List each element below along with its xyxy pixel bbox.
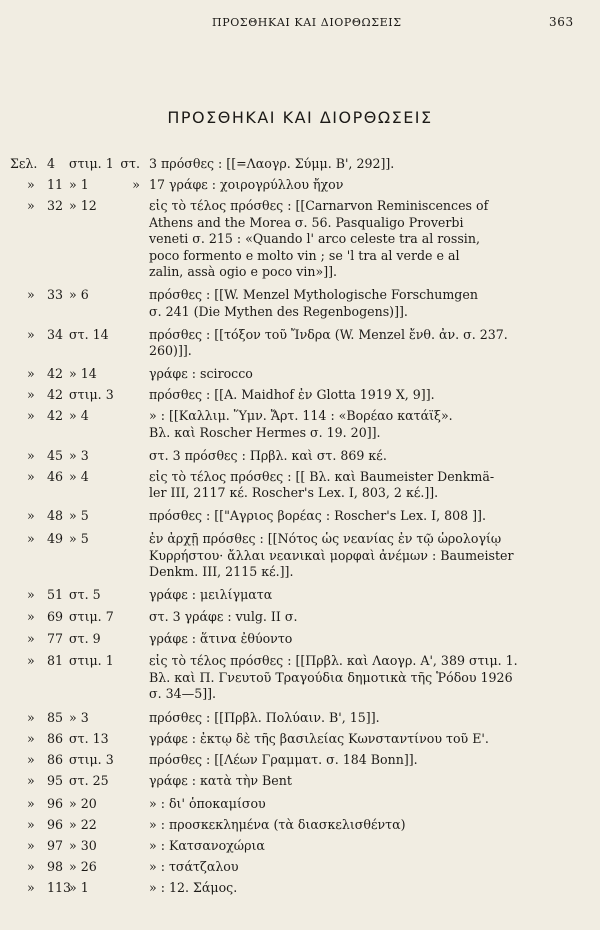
entry-reference: [22, 198, 140, 215]
entry-line: ἐν ἀρχῇ πρόσθες : [[Νότος ὡς νεανίας ἐν τῷ ὡρολογίῳ: [149, 531, 502, 546]
correction-entry: [0, 731, 600, 748]
correction-entry: [0, 838, 600, 855]
entry-reference: [22, 880, 140, 897]
entry-line: στ. 3 πρόσθες : Πρβλ. καὶ στ. 869 κέ.: [149, 447, 387, 463]
entry-line: πρόσθες : [[τόξον τοῦ Ἴνδρα (W. Menzel ἔνθ. ἀν. σ. 237.: [149, 326, 508, 342]
entry-line: γράφε : scirocco: [149, 366, 253, 381]
ref-line: » 3: [69, 447, 89, 463]
ref-page: 46: [47, 468, 64, 484]
section-title: ΠΡΟΣΘΗΚΑΙ ΚΑΙ ΔΙΟΡΘΩΣΕΙΣ: [167, 107, 433, 127]
entry-line: Denkm. III, 2115 κέ.]].: [149, 564, 294, 579]
entry-text: [149, 469, 557, 502]
ref-page-marker: »: [27, 710, 35, 725]
correction-entry: [0, 327, 600, 360]
entry-line: 17 γράφε : χοιρογρύλλου ἤχον: [149, 177, 344, 192]
ref-page-marker: »: [27, 880, 35, 895]
correction-entry: [0, 408, 600, 441]
entry-reference: [22, 327, 140, 344]
ref-page-marker: »: [27, 587, 35, 602]
ref-page: 42: [47, 387, 64, 402]
ref-line: » 5: [69, 531, 89, 546]
entry-reference: [22, 731, 140, 748]
entry-text: [149, 177, 557, 194]
corrections-list: [0, 156, 600, 897]
ref-page-marker: »: [27, 468, 35, 484]
entry-reference: [22, 408, 140, 425]
ref-page: 95: [47, 773, 64, 788]
ref-line: στιμ. 3: [69, 752, 114, 767]
correction-entry: [0, 631, 600, 648]
ref-page: 34: [47, 326, 64, 342]
entry-reference: [22, 531, 140, 548]
ref-page: 11: [47, 177, 64, 192]
entry-text: [149, 609, 557, 626]
ref-line: » 12: [69, 198, 97, 213]
entry-line: veneti σ. 215 : «Quando l' arco celeste tra al rossin,: [149, 231, 480, 246]
ref-column: στ.: [120, 156, 140, 171]
ref-page-marker: »: [27, 752, 35, 767]
correction-entry: [0, 796, 600, 813]
entry-text: [149, 710, 557, 727]
ref-page-marker: »: [27, 508, 35, 523]
correction-entry: [0, 710, 600, 727]
entry-line: γράφε : μειλίγματα: [149, 587, 273, 602]
correction-entry: [0, 469, 600, 502]
entry-reference: [22, 177, 140, 194]
ref-line: στ. 25: [69, 773, 109, 788]
ref-page: 97: [47, 838, 64, 853]
entry-line: 3 πρόσθες : [[=Λαογρ. Σύμμ. Β', 292]].: [149, 156, 395, 171]
entry-line: Athens and the Morea σ. 56. Pasqualigo Proverbi: [149, 214, 464, 230]
ref-page-marker: »: [27, 198, 35, 213]
correction-entry: [0, 387, 600, 404]
ref-page-marker: »: [27, 653, 35, 668]
ref-line: » 26: [69, 859, 97, 874]
entry-text: [149, 859, 557, 876]
ref-page: 98: [47, 859, 64, 874]
entry-line: πρόσθες : [[Πρβλ. Πολύαιν. Β', 15]].: [149, 710, 380, 725]
ref-page: 85: [47, 710, 64, 725]
entry-line: Βλ. καὶ Π. Γνευτοῦ Τραγούδια δημοτικὰ τῆς Ῥόδου 1926: [149, 669, 513, 685]
correction-entry: [0, 773, 600, 790]
correction-entry: [0, 653, 600, 703]
correction-entry: [0, 366, 600, 383]
entry-reference: [22, 859, 140, 876]
ref-line: » 30: [69, 838, 97, 853]
ref-line: » 20: [69, 796, 97, 811]
entry-text: [149, 387, 557, 404]
ref-line: » 3: [69, 710, 89, 725]
entry-text: [149, 773, 557, 790]
entry-text: [149, 408, 557, 441]
entry-line: εἰς τὸ τέλος πρόσθες : [[Πρβλ. καὶ Λαογρ. Α', 389 στιμ. 1.: [149, 653, 518, 668]
entry-line: ler III, 2117 κέ. Roscher's Lex. I, 803, 2 κέ.]].: [149, 485, 439, 500]
ref-line: » 5: [69, 508, 89, 523]
correction-entry: [0, 609, 600, 626]
ref-page: 96: [47, 796, 64, 811]
entry-text: [149, 631, 557, 648]
entry-reference: [22, 508, 140, 525]
ref-page-marker: »: [27, 817, 35, 832]
entry-text: [149, 796, 557, 813]
ref-page-marker: »: [27, 773, 35, 788]
entry-line: σ. 34—5]].: [149, 686, 217, 701]
ref-page: 81: [47, 653, 64, 668]
entry-text: [149, 198, 557, 281]
ref-page: 49: [47, 531, 64, 546]
correction-entry: [0, 817, 600, 834]
entry-text: [149, 156, 557, 173]
entry-text: [149, 653, 557, 703]
ref-page-marker: »: [27, 326, 35, 342]
ref-page-marker: »: [27, 366, 35, 381]
ref-page-marker: »: [27, 447, 35, 463]
ref-page: 42: [47, 366, 64, 381]
entry-reference: [22, 609, 140, 626]
entry-text: [149, 287, 557, 320]
entry-text: [149, 880, 557, 897]
ref-line: στ. 9: [69, 631, 101, 646]
entry-line: γράφε : ἅτινα ἐθύοντο: [149, 631, 293, 646]
entry-reference: [10, 156, 140, 173]
entry-line: πρόσθες : [[A. Maidhof ἐν Glotta 1919 X, 9]].: [149, 387, 435, 402]
entry-line: 260)]].: [149, 343, 192, 358]
ref-line: » 1: [69, 880, 89, 895]
entry-line: πρόσθες : [[W. Menzel Mythologische Forschumgen: [149, 287, 478, 302]
ref-page-marker: »: [27, 408, 35, 423]
ref-line: στιμ. 3: [69, 387, 114, 402]
entry-line: poco formento e molto vin ; se 'l tra al verde e al: [149, 247, 460, 263]
correction-entry: [0, 880, 600, 897]
correction-entry: [0, 287, 600, 320]
ref-page-marker: »: [27, 531, 35, 546]
running-head: [0, 12, 600, 32]
entry-line: zalin, assà ogio e poco vin»]].: [149, 264, 338, 279]
ref-page: 4: [47, 156, 56, 171]
entry-reference: [22, 838, 140, 855]
page-number: 363: [549, 15, 574, 29]
ref-page-marker: »: [27, 631, 35, 646]
running-title: ΠΡΟΣΘΗΚΑΙ ΚΑΙ ΔΙΟΡΘΩΣΕΙΣ: [212, 16, 402, 29]
entry-text: [149, 366, 557, 383]
entry-line: Βλ. καὶ Roscher Hermes σ. 19. 20]].: [149, 424, 381, 440]
entry-line: στ. 3 γράφε : vulg. II σ.: [149, 609, 298, 624]
entry-text: [149, 752, 557, 769]
ref-line: στ. 5: [69, 587, 101, 602]
entry-reference: [22, 752, 140, 769]
entry-reference: [22, 773, 140, 790]
ref-page: 86: [47, 731, 64, 746]
ref-page-marker: »: [27, 796, 35, 811]
entry-text: [149, 587, 557, 604]
correction-entry: [0, 859, 600, 876]
ref-page-marker: »: [27, 609, 35, 624]
entry-text: [149, 838, 557, 855]
entry-line: » : Κατσανοχώρια: [149, 838, 265, 853]
ref-page: 77: [47, 631, 64, 646]
correction-entry: [0, 448, 600, 465]
ref-page: 69: [47, 609, 64, 624]
entry-reference: [22, 653, 140, 670]
ref-line: » 4: [69, 468, 89, 484]
ref-page-marker: »: [27, 859, 35, 874]
ref-line: » 22: [69, 817, 97, 832]
entry-line: γράφε : κατὰ τὴν Bent: [149, 773, 292, 788]
entry-reference: [22, 287, 140, 304]
ref-page: 113: [47, 880, 72, 895]
ref-line: » 1: [69, 177, 89, 192]
ref-page: 33: [47, 287, 64, 302]
entry-line: σ. 241 (Die Mythen des Regenbogens)]].: [149, 303, 408, 319]
ref-page-marker: »: [27, 387, 35, 402]
entry-line: εἰς τὸ τέλος πρόσθες : [[ Βλ. καὶ Baumeister Denkmä-: [149, 468, 495, 484]
entry-line: » : δι' ὁποκαμίσου: [149, 796, 266, 811]
entry-reference: [22, 387, 140, 404]
entry-line: » : 12. Σάμος.: [149, 880, 238, 895]
entry-reference: [22, 366, 140, 383]
ref-column: »: [132, 177, 140, 192]
entry-reference: [22, 817, 140, 834]
ref-page: 51: [47, 587, 64, 602]
ref-page: 32: [47, 198, 64, 213]
entry-reference: [22, 710, 140, 727]
correction-entry: [0, 508, 600, 525]
entry-text: [149, 731, 557, 748]
correction-entry: [0, 587, 600, 604]
entry-line: πρόσθες : [["Αγριος βορέας : Roscher's Lex. I, 808 ]].: [149, 508, 486, 523]
ref-page-marker: »: [27, 287, 35, 302]
ref-line: στιμ. 7: [69, 609, 114, 624]
entry-reference: [22, 448, 140, 465]
ref-page: 48: [47, 508, 64, 523]
ref-line: » 14: [69, 366, 97, 381]
entry-line: Κυρρήστου· ἄλλαι νεανικαὶ μορφαὶ ἀνέμων : Baumeister: [149, 547, 514, 563]
correction-entry: [0, 198, 600, 281]
entry-text: [149, 531, 557, 581]
entry-text: [149, 817, 557, 834]
ref-line: στιμ. 1: [69, 156, 114, 171]
ref-page: 45: [47, 447, 64, 463]
entry-text: [149, 448, 557, 465]
ref-page: 42: [47, 408, 64, 423]
ref-line: » 6: [69, 287, 89, 302]
correction-entry: [0, 531, 600, 581]
entry-line: πρόσθες : [[Λέων Γραμματ. σ. 184 Bonn]].: [149, 752, 418, 767]
ref-page-marker: »: [27, 177, 35, 192]
entry-reference: [22, 631, 140, 648]
ref-line: στ. 14: [69, 326, 109, 342]
ref-line: στ. 13: [69, 731, 109, 746]
entry-text: [149, 327, 557, 360]
ref-line: στιμ. 1: [69, 653, 114, 668]
entry-line: γράφε : ἐκτῳ δὲ τῆς βασιλείας Κωνσταντίνου τοῦ Ε'.: [149, 731, 489, 746]
correction-entry: [0, 752, 600, 769]
ref-page-marker: »: [27, 731, 35, 746]
entry-reference: [22, 469, 140, 486]
ref-line: » 4: [69, 408, 89, 423]
ref-page-marker: »: [27, 838, 35, 853]
entry-line: εἰς τὸ τέλος πρόσθες : [[Carnarvon Reminiscences of: [149, 198, 489, 213]
ref-page-marker: Σελ.: [10, 156, 38, 171]
correction-entry: [0, 177, 600, 194]
entry-line: » : τσάτζαλου: [149, 859, 239, 874]
correction-entry: [0, 156, 600, 173]
entry-line: » : προσκεκλημένα (τὰ διασκελισθέντα): [149, 817, 406, 832]
entry-reference: [22, 587, 140, 604]
ref-page: 96: [47, 817, 64, 832]
ref-page: 86: [47, 752, 64, 767]
entry-line: » : [[Καλλιμ. Ὕμν. Ἄρτ. 114 : «Βορέαο κατάϊξ».: [149, 408, 453, 423]
entry-reference: [22, 796, 140, 813]
entry-text: [149, 508, 557, 525]
